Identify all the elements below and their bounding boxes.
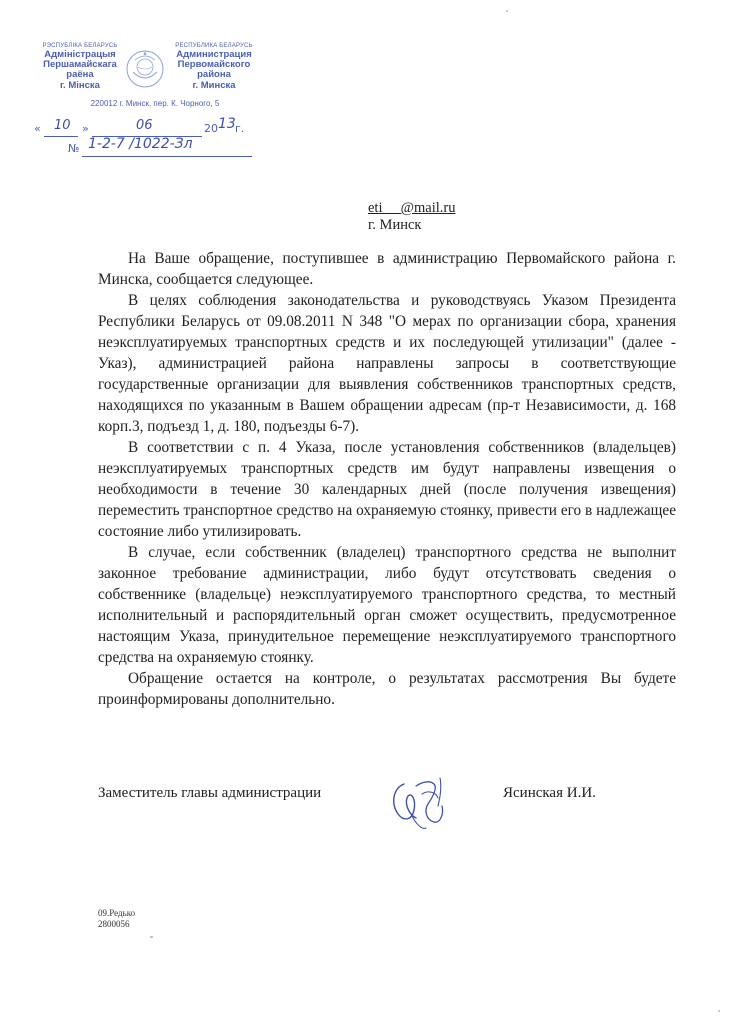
stamp-number [68,136,268,158]
date-year-prefix: 20 [204,122,218,135]
email-left: eti [368,200,383,216]
date-month: 06 [136,118,153,133]
stamp-org-ru-2: Первомайского [177,59,251,70]
date-open-quote: « [34,122,41,135]
addressee-block [368,200,455,234]
addressee-email [368,200,455,217]
date-year-label: г. [235,122,245,135]
stamp-country-be: РЭСПУБЛІКА БЕЛАРУСЬ [42,43,118,49]
body-paragraph-5: Обращение остается на контроле, о результатах рассмотрения Вы будете проинформированы дополнительно. [98,670,676,708]
executor-footer [98,908,135,930]
body-paragraph-1: На Ваше обращение, поступившее в администрацию Первомайского района г. Минска, сообщается следующее. [98,250,676,288]
stamp-city-ru: г. Минска [192,80,236,91]
letter-body [98,248,676,710]
number-value: 1-2-7 /1022-Зл [88,136,193,152]
body-paragraph-3: В соответствии с п. 4 Указа, после установления собственников (владельцев) неэксплуатируемых транспортных средств им будут направлены извещения о необходимости в течение 30 календарных дней (после получения извещения) переместить транспортное средство на охраняемую стоянку, привести его в надлежащее состояние либо утилизировать. [98,439,676,540]
stamp-org-ru-1: Администрация [176,49,252,60]
scan-speck [718,1010,720,1012]
number-label: № [68,142,80,155]
signer-role: Заместитель главы администрации [98,785,322,801]
executor-name: 09.Редько [98,908,136,918]
number-underline [82,156,252,157]
addressee-city: г. Минск [368,217,422,233]
stamp-right-russian [172,42,256,92]
stamp-org-be-2: Першамайскага [43,59,117,70]
belarus-emblem-icon [124,48,166,90]
stamp-city-be: г. Мінска [60,80,100,91]
date-close-quote: » [82,122,89,135]
stamp-org-ru-3: района [197,69,231,80]
handwritten-signature-icon [382,770,462,832]
scan-speck [506,10,508,12]
signer-name: Ясинская И.И. [503,785,596,801]
official-stamp [32,42,262,162]
stamp-date [32,116,262,138]
body-paragraph-2: В целях соблюдения законодательства и руководствуясь Указом Президента Республики Беларусь от 09.08.2011 N 348 "О мерах по организации сбора, хранения неэксплуатируемых транспортных средств и их последующей утилизации" (далее - Указ), администрацией района направлены запросы в соответствующие государственные организации для выявления собственников транспортных средств, находящихся по указанным в Вашем обращении адресам (пр-т Независимости, д. 168 корп.3, подъезд 1, д. 180, подъезды 6-7). [98,292,676,435]
executor-phone: 2800056 [98,919,130,929]
stamp-address: 220012 г. Минск, пер. К. Чорного, 5 [90,99,220,108]
stamp-org-be-3: раёна [66,69,94,80]
email-right: @mail.ru [400,200,456,216]
date-year-suffix: 13 [218,116,236,132]
scan-speck [150,936,153,938]
body-paragraph-4: В случае, если собственник (владелец) транспортного средства не выполнит законное требование администрации, либо будут отсутствовать сведения о собственнике (владельце) неэксплуатируемого транспортного средства, то местный исполнительный и распорядительный орган сможет осуществить, предусмотренное настоящим Указа, принудительное перемещение неэксплуатируемого транспортного средства на охраняемую стоянку. [98,544,676,666]
stamp-left-belarusian [38,42,122,92]
stamp-country-ru: РЕСПУБЛИКА БЕЛАРУСЬ [175,43,253,49]
email-gap [383,200,401,216]
date-day: 10 [54,118,71,133]
stamp-org-be-1: Адміністрацыя [44,49,116,60]
